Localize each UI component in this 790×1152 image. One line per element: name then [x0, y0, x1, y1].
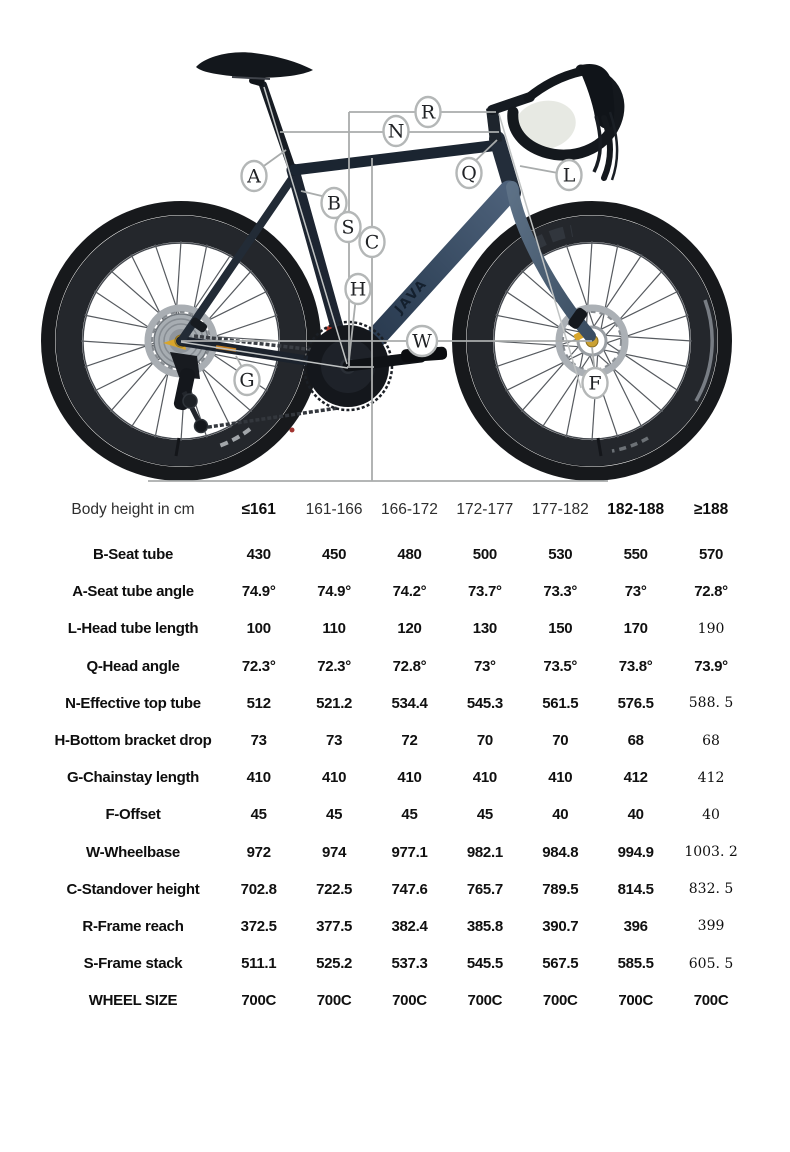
value-cell: 530 [548, 546, 573, 564]
brake-lever [604, 118, 610, 178]
value-cell: 550 [623, 546, 648, 564]
value-cell: 977.1 [391, 843, 428, 861]
svg-text:C: C [364, 231, 380, 254]
value-cell: 585.5 [617, 955, 654, 973]
value-cell: 700C [392, 992, 427, 1010]
value-cell: 410 [246, 769, 271, 787]
value-cell: 545.5 [466, 955, 503, 973]
svg-text:A: A [247, 165, 261, 188]
value-cell: 410 [322, 769, 347, 787]
value-cell: 410 [472, 769, 497, 787]
value-cell: 605. 5 [688, 955, 734, 972]
table-row [45, 982, 751, 1019]
svg-text:Q: Q [461, 162, 477, 185]
value-cell: 40 [702, 806, 720, 823]
value-cell: 72 [401, 732, 418, 750]
value-cell: 72.3° [317, 657, 351, 675]
value-cell: 45 [476, 806, 493, 824]
table-row [45, 536, 751, 573]
value-cell: 45 [401, 806, 418, 824]
value-cell: 70 [552, 732, 569, 750]
row-label: L-Head tube length [67, 620, 199, 638]
value-cell: 40 [552, 806, 569, 824]
svg-text:H: H [349, 278, 367, 301]
value-cell: 832. 5 [688, 881, 734, 898]
value-cell: 511.1 [241, 955, 277, 973]
value-cell: 170 [623, 620, 648, 638]
down-tube-logo: JAVA [392, 276, 431, 318]
value-cell: 396 [623, 917, 648, 935]
value-cell: 72.8° [694, 583, 728, 601]
value-cell: 512 [246, 694, 271, 712]
value-cell: 570 [698, 546, 724, 564]
value-cell: 45 [250, 806, 267, 824]
value-cell: 521.2 [316, 694, 353, 712]
value-cell: 40 [627, 806, 644, 824]
value-cell: 982.1 [466, 843, 503, 861]
header-col: ≤161 [241, 501, 276, 518]
table-row [45, 871, 751, 908]
value-cell: 412 [623, 769, 648, 787]
row-label: B-Seat tube [92, 546, 174, 564]
svg-text:B: B [327, 192, 341, 215]
value-cell: 390.7 [542, 917, 579, 935]
label-frame-reach [416, 97, 441, 127]
value-cell: 150 [548, 620, 573, 638]
value-cell: 974 [322, 843, 347, 861]
table-row [45, 908, 751, 945]
label-offset [583, 368, 608, 398]
value-cell: 480 [397, 546, 422, 564]
label-seat-tube-angle [242, 161, 267, 191]
value-cell: 74.9° [317, 583, 351, 601]
value-cell: 789.5 [542, 880, 579, 898]
header-col: 182-188 [607, 501, 665, 518]
value-cell: 994.9 [617, 843, 654, 861]
bike-diagram [0, 0, 790, 492]
value-cell: 385.8 [466, 917, 503, 935]
value-cell: 372.5 [240, 917, 277, 935]
header-col: ≥188 [693, 501, 729, 518]
row-label: H-Bottom bracket drop [54, 732, 212, 750]
value-cell: 537.3 [391, 955, 428, 973]
value-cell: 561.5 [542, 694, 579, 712]
label-frame-stack [336, 212, 361, 242]
value-cell: 72.3° [241, 657, 276, 675]
value-cell: 382.4 [391, 917, 428, 935]
value-cell: 450 [322, 546, 347, 564]
table-row [45, 945, 751, 982]
row-label: C-Standover height [66, 880, 200, 898]
value-cell: 100 [246, 620, 271, 638]
row-label: R-Frame reach [82, 917, 184, 935]
table-header-row [45, 486, 751, 534]
geometry-table [45, 486, 751, 1019]
value-cell: 45 [326, 806, 343, 824]
value-cell: 814.5 [617, 880, 654, 898]
label-chainstay-length [235, 365, 260, 395]
value-cell: 73° [624, 583, 647, 601]
value-cell: 377.5 [316, 917, 353, 935]
row-label: S-Frame stack [83, 955, 183, 973]
header-col: 172-177 [456, 501, 514, 518]
value-cell: 1003. 2 [684, 844, 738, 861]
header-label: Body height in cm [71, 501, 195, 518]
value-cell: 399 [697, 918, 725, 935]
value-cell: 700C [467, 992, 503, 1010]
table-row [45, 610, 751, 647]
value-cell: 68 [627, 732, 644, 750]
svg-text:F: F [588, 372, 602, 395]
value-cell: 500 [472, 546, 497, 564]
value-cell: 70 [476, 732, 493, 750]
value-cell: 73.9° [694, 657, 728, 675]
value-cell: 73.7° [468, 583, 502, 601]
value-cell: 534.4 [391, 694, 428, 712]
value-cell: 747.6 [391, 880, 428, 898]
label-wheelbase [407, 326, 437, 356]
table-row [45, 722, 751, 759]
value-cell: 700C [693, 992, 729, 1010]
table-row [45, 759, 751, 796]
value-cell: 73.5° [543, 657, 578, 675]
table-row [45, 834, 751, 871]
value-cell: 545.3 [466, 694, 503, 712]
svg-text:G: G [239, 369, 255, 392]
value-cell: 700C [241, 992, 277, 1010]
label-standover-height [360, 227, 385, 257]
value-cell: 130 [472, 620, 497, 638]
table-row [45, 796, 751, 833]
table-row [45, 648, 751, 685]
svg-text:S: S [341, 216, 355, 239]
value-cell: 984.8 [542, 843, 579, 861]
value-cell: 73.8° [618, 657, 653, 675]
value-cell: 410 [548, 769, 573, 787]
header-col: 177-182 [531, 501, 589, 518]
value-cell: 73° [473, 657, 496, 675]
value-cell: 74.2° [392, 583, 427, 601]
label-bottom-bracket-drop [346, 274, 371, 304]
value-cell: 430 [246, 546, 271, 564]
value-cell: 588. 5 [688, 695, 734, 712]
value-cell: 567.5 [542, 955, 579, 973]
value-cell: 72.8° [392, 657, 427, 675]
header-col: 161-166 [305, 501, 363, 518]
handlebar-top [528, 71, 583, 98]
row-label: N-Effective top tube [65, 694, 201, 712]
svg-text:L: L [562, 164, 576, 187]
leader-a [261, 150, 286, 168]
value-cell: 73 [326, 732, 343, 750]
value-cell: 576.5 [617, 694, 654, 712]
value-cell: 73 [250, 732, 267, 750]
row-label: W-Wheelbase [86, 843, 180, 861]
svg-text:N: N [387, 120, 405, 143]
value-cell: 110 [322, 620, 346, 638]
svg-text:R: R [420, 101, 436, 124]
row-label: A-Seat tube angle [72, 583, 194, 601]
value-cell: 412 [697, 769, 725, 786]
value-cell: 972 [246, 843, 271, 861]
label-effective-top-tube [384, 116, 409, 146]
value-cell: 525.2 [316, 955, 353, 973]
value-cell: 700C [542, 992, 578, 1010]
table-row [45, 685, 751, 722]
value-cell: 73.3° [543, 583, 578, 601]
value-cell: 700C [618, 992, 653, 1010]
value-cell: 190 [697, 620, 725, 637]
header-col: 166-172 [381, 501, 438, 518]
value-cell: 702.8 [240, 880, 277, 898]
value-cell: 765.7 [466, 880, 503, 898]
leader-l [520, 166, 558, 173]
value-cell: 410 [397, 769, 422, 787]
svg-text:W: W [412, 330, 432, 353]
table-row [45, 573, 751, 610]
value-cell: 120 [397, 620, 422, 638]
label-head-tube-length [557, 160, 582, 190]
label-head-angle [457, 158, 482, 188]
row-label: F-Offset [105, 806, 161, 824]
row-label: Q-Head angle [86, 657, 180, 675]
value-cell: 68 [702, 732, 720, 749]
value-cell: 722.5 [316, 880, 353, 898]
row-label: WHEEL SIZE [88, 992, 178, 1010]
saddle [196, 52, 313, 78]
value-cell: 74.9° [241, 583, 276, 601]
row-label: G-Chainstay length [66, 769, 200, 787]
value-cell: 700C [316, 992, 352, 1010]
